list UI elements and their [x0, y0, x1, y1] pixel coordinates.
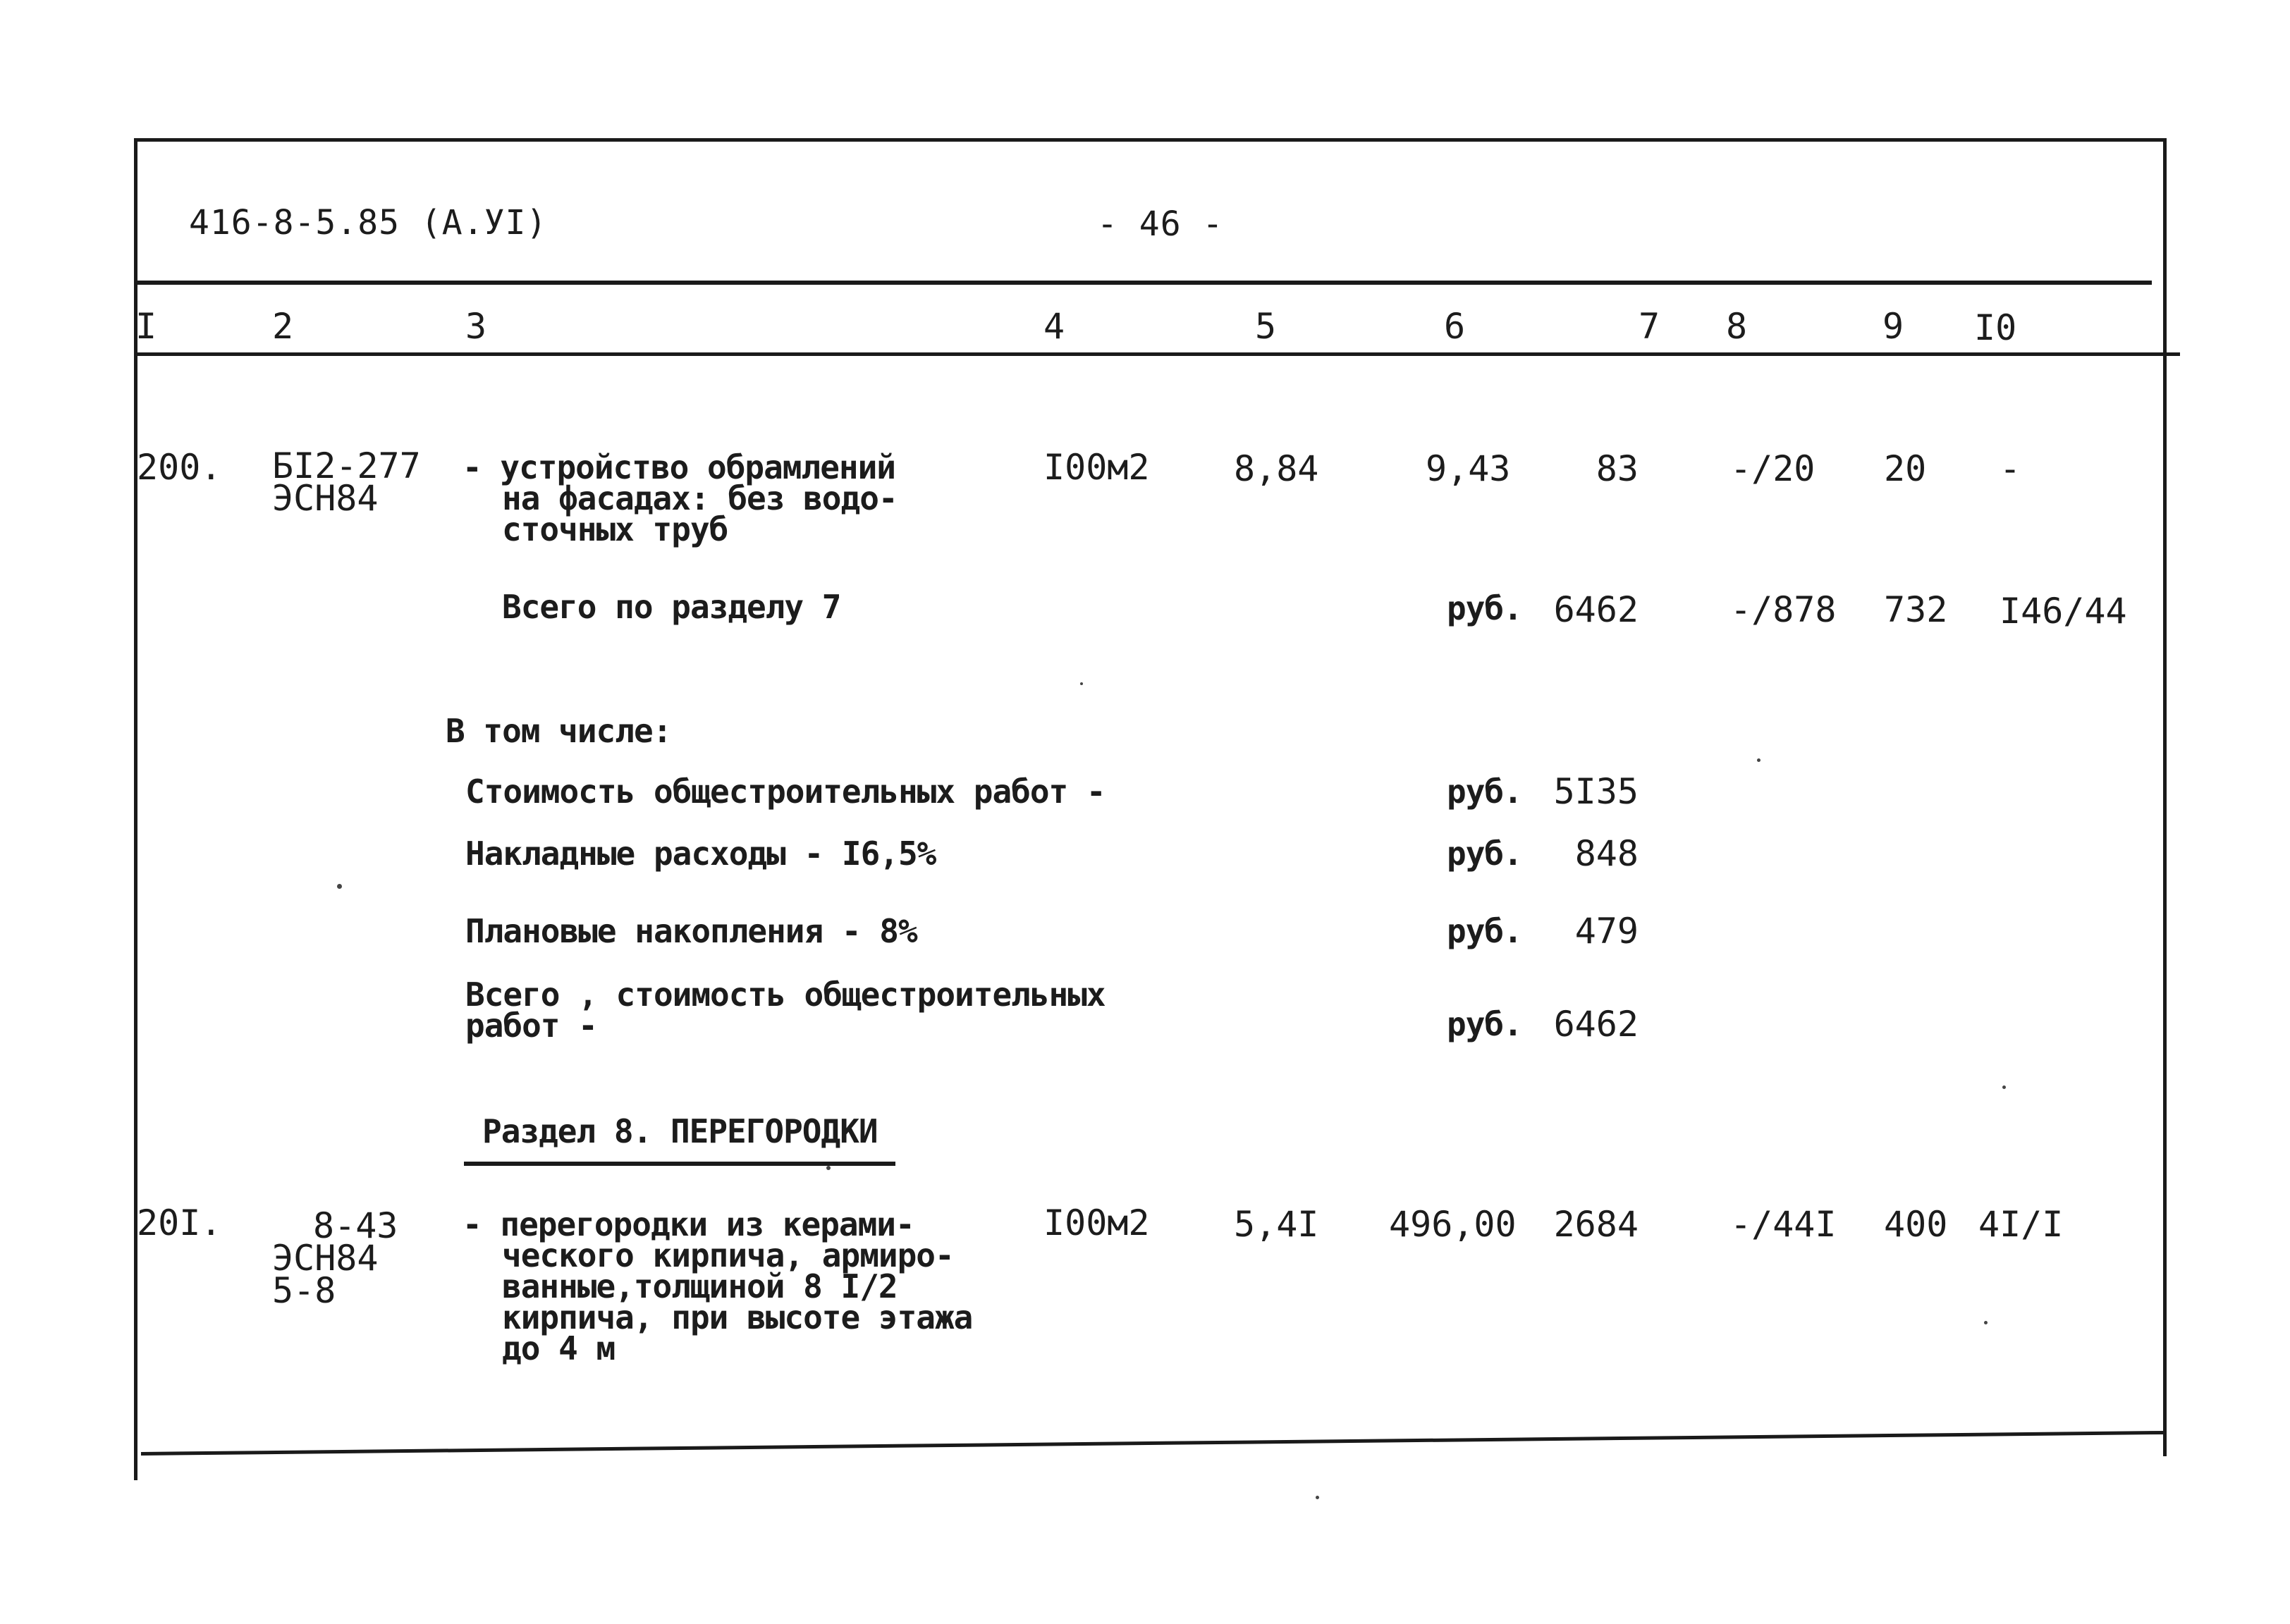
- breakdown-item-currency: руб.: [1447, 773, 1522, 811]
- row-200-description-line2: на фасадах: без водо-: [502, 479, 898, 517]
- section7-total-col9: 732: [1884, 589, 1948, 630]
- row-200-unit: I00м2: [1043, 447, 1150, 488]
- row-200-col6: 9,43: [1426, 448, 1511, 489]
- scan-speck: [1080, 682, 1083, 685]
- column-header-2: 2: [272, 306, 294, 347]
- row-200-description-line1: - устройство обрамлений: [463, 448, 895, 486]
- scan-speck: [1316, 1496, 1319, 1499]
- column-header-1: I: [135, 306, 157, 347]
- scan-speck: [1984, 1321, 1988, 1324]
- breakdown-item-currency: руб.: [1447, 835, 1522, 873]
- column-header-10: I0: [1974, 307, 2017, 348]
- row-201-description-line5: до 4 м: [502, 1329, 616, 1367]
- row-201-col6: 496,00: [1389, 1204, 1517, 1245]
- row-201-col5: 5,4I: [1234, 1204, 1319, 1245]
- section7-total-currency: руб.: [1447, 589, 1522, 627]
- column-header-8: 8: [1726, 306, 1748, 347]
- breakdown-total-value: 6462: [1553, 1004, 1639, 1045]
- row-200-col7: 83: [1596, 448, 1639, 489]
- breakdown-item-currency: руб.: [1447, 912, 1522, 950]
- breakdown-item-label: Плановые накопления - 8%: [465, 912, 917, 950]
- section8-title: Раздел 8. ПЕРЕГОРОДКИ: [482, 1112, 878, 1150]
- breakdown-item-value: 848: [1574, 833, 1639, 874]
- row-201-col8: -/44I: [1730, 1204, 1837, 1245]
- column-header-3: 3: [465, 306, 487, 347]
- row-201-col7: 2684: [1553, 1204, 1639, 1245]
- row-200-number: 200.: [137, 447, 222, 488]
- breakdown-item-value: 5I35: [1553, 771, 1639, 812]
- section8-underline: [464, 1162, 895, 1166]
- scan-speck: [2002, 1085, 2006, 1089]
- column-header-5: 5: [1255, 306, 1277, 347]
- row-201-code-line1: 8-43: [313, 1205, 398, 1246]
- breakdown-total-line2: работ -: [465, 1007, 597, 1045]
- row-200-col8: -/20: [1730, 448, 1816, 489]
- column-header-9: 9: [1882, 306, 1904, 347]
- row-201-description-line1: - перегородки из керами-: [463, 1205, 914, 1243]
- document-code: 416-8-5.85 (А.УI): [189, 203, 548, 242]
- header-separator-line: [135, 281, 2152, 285]
- frame-top-line: [134, 138, 2165, 142]
- breakdown-item-value: 479: [1574, 911, 1639, 952]
- breakdown-heading: В том числе:: [446, 712, 672, 750]
- frame-bottom-line: [141, 1431, 2165, 1456]
- row-201-unit: I00м2: [1043, 1202, 1150, 1243]
- column-header-line: [135, 352, 2180, 356]
- column-header-7: 7: [1639, 306, 1660, 347]
- section7-total-col10: I46/44: [2000, 591, 2127, 632]
- row-201-col9: 400: [1884, 1204, 1948, 1245]
- breakdown-item-label: Накладные расходы - I6,5%: [465, 835, 936, 873]
- section7-total-col8: -/878: [1730, 589, 1837, 630]
- breakdown-total-line1: Всего , стоимость общестроительных: [465, 976, 1106, 1014]
- section7-total-col7: 6462: [1553, 589, 1639, 630]
- row-200-code-line1: БI2-277: [272, 445, 421, 486]
- section7-total-label: Всего по разделу 7: [502, 588, 841, 626]
- row-201-code-line3: 5-8: [272, 1270, 336, 1311]
- frame-right-line: [2163, 138, 2167, 1456]
- row-201-description-line2: ческого кирпича, армиро-: [502, 1236, 954, 1274]
- row-200-code-line2: ЭСН84: [272, 478, 379, 519]
- column-header-6: 6: [1444, 306, 1466, 347]
- row-201-number: 20I.: [137, 1202, 222, 1243]
- row-200-col9: 20: [1884, 448, 1927, 489]
- breakdown-total-currency: руб.: [1447, 1005, 1522, 1043]
- scan-speck: [337, 884, 342, 889]
- row-201-code-line2: ЭСН84: [272, 1238, 379, 1279]
- row-200-col5: 8,84: [1234, 448, 1319, 489]
- breakdown-item-label: Стоимость общестроительных работ -: [465, 773, 1106, 811]
- row-201-col10: 4I/I: [1978, 1204, 2064, 1245]
- row-201-description-line4: кирпича, при высоте этажа: [502, 1298, 973, 1336]
- row-200-col10: -: [2000, 448, 2021, 489]
- row-200-description-line3: сточных труб: [502, 510, 728, 548]
- scan-speck: [826, 1166, 831, 1170]
- column-header-4: 4: [1043, 306, 1065, 347]
- page-number: - 46 -: [1097, 204, 1224, 244]
- row-201-description-line3: ванные,толщиной 8 I/2: [502, 1267, 898, 1305]
- scan-speck: [1757, 758, 1761, 762]
